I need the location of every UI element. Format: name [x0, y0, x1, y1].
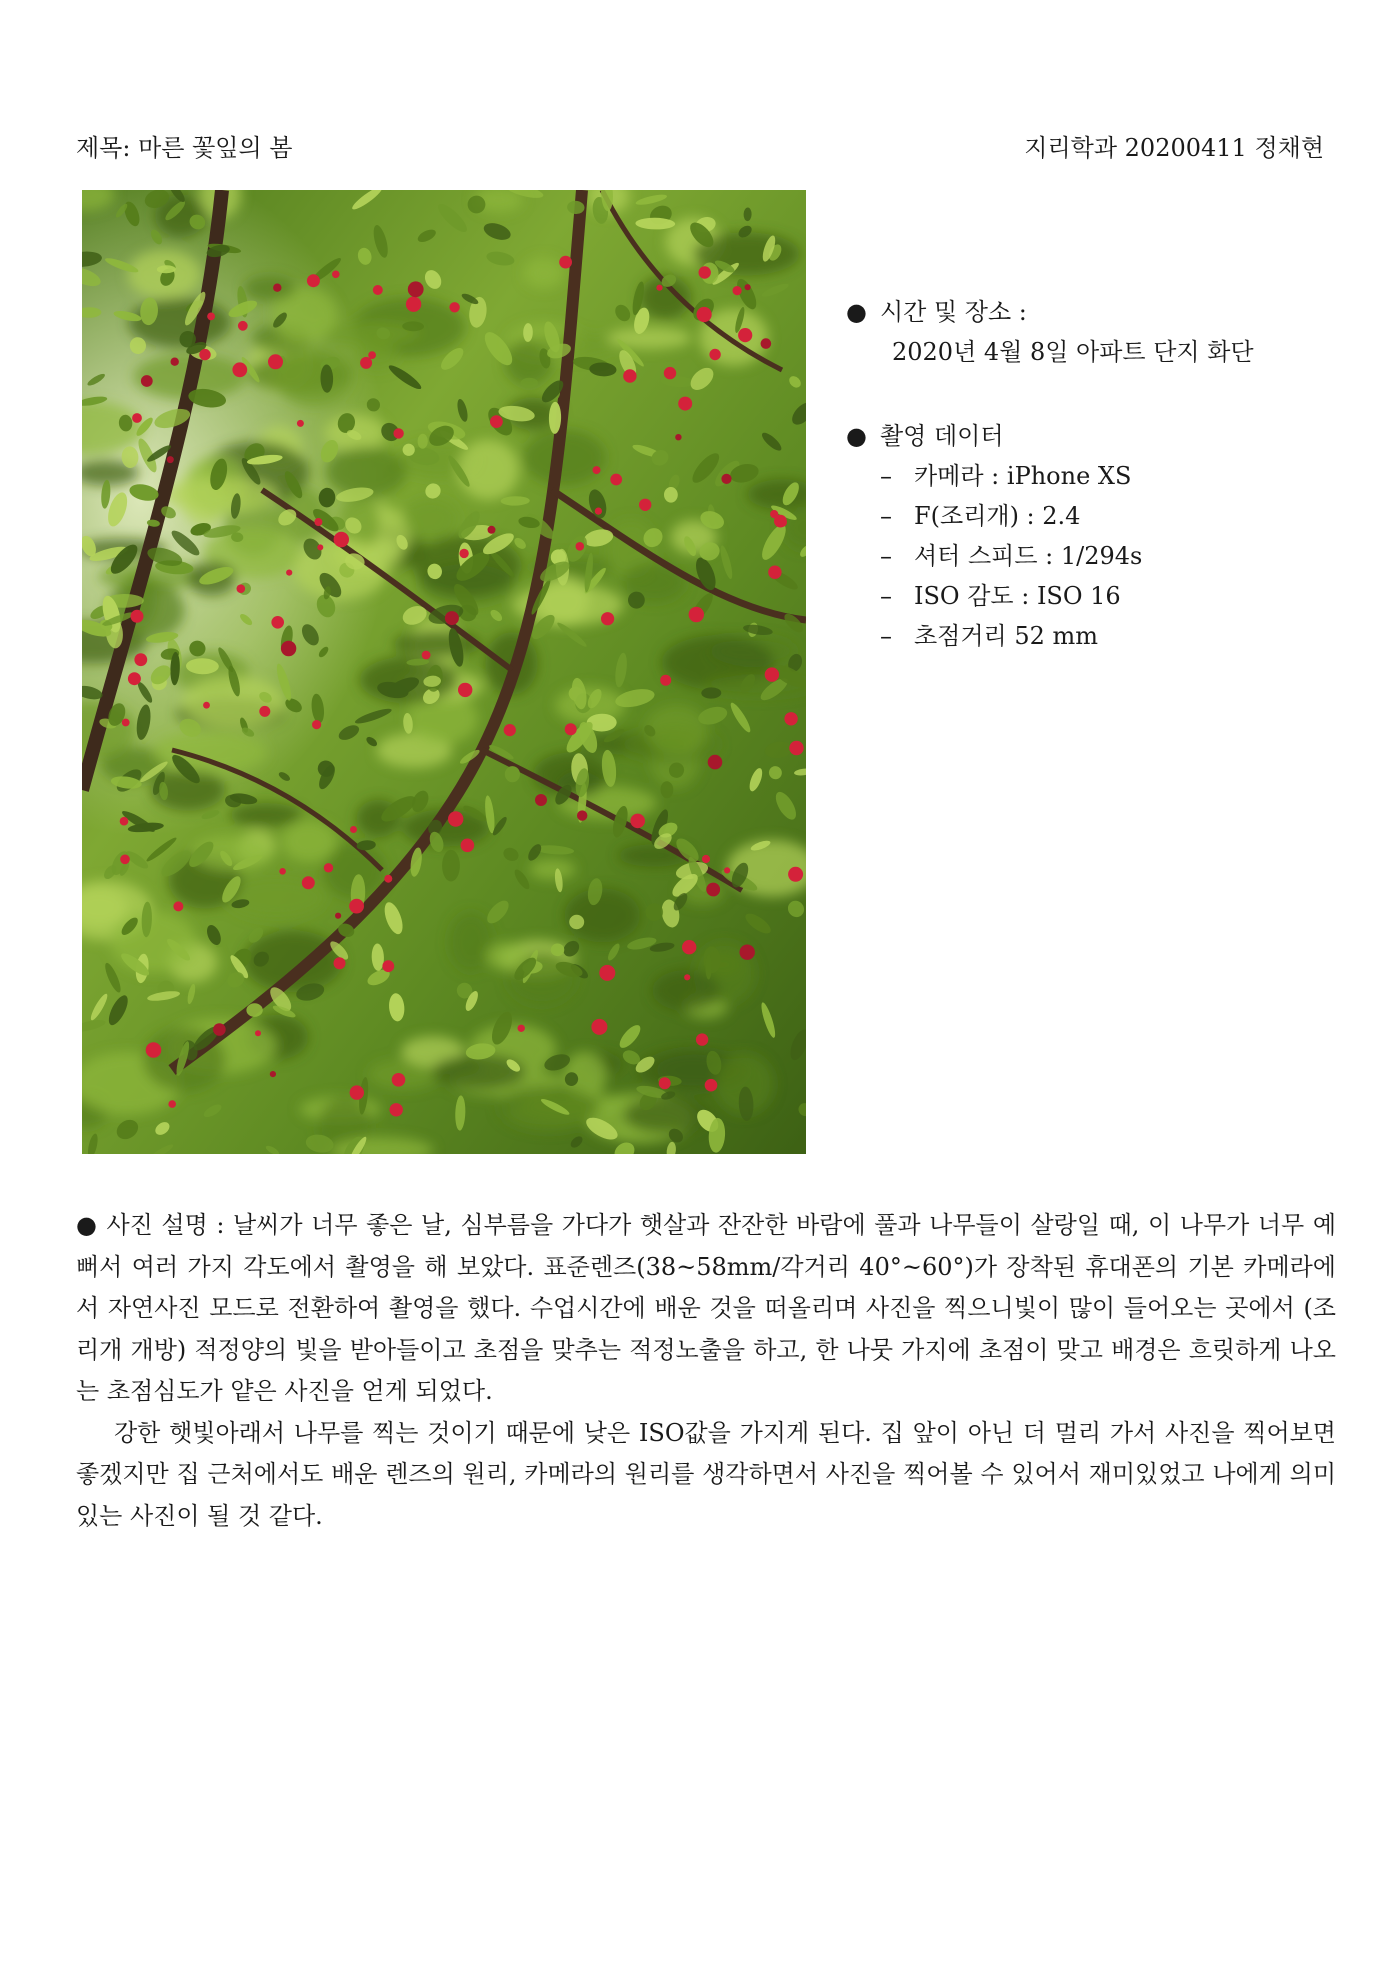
blossom	[789, 741, 803, 755]
blossom	[373, 285, 383, 295]
document-title: 제목: 마른 꽃잎의 봄	[76, 134, 293, 162]
blossom	[591, 1019, 607, 1035]
blossom	[271, 616, 284, 629]
blossom	[659, 1077, 671, 1089]
blossom	[199, 349, 210, 360]
time-place-section	[846, 292, 1336, 372]
shooting-data-section	[846, 416, 1336, 656]
blossom	[577, 810, 587, 820]
blossom	[595, 508, 602, 515]
blossom	[167, 456, 174, 463]
shooting-data-item: – F(조리개) : 2.4	[880, 502, 1081, 530]
blossom	[128, 672, 141, 685]
blossom	[332, 271, 340, 279]
blossom	[518, 1025, 525, 1032]
blurred-leaf	[403, 498, 459, 540]
blossom	[390, 1103, 403, 1116]
blossom	[724, 867, 730, 873]
blossom	[350, 826, 357, 833]
blossom	[168, 1100, 176, 1108]
blossom	[488, 526, 496, 534]
blossom	[131, 610, 144, 623]
blossom	[630, 814, 645, 829]
blossom	[678, 397, 692, 411]
blossom	[382, 960, 394, 972]
blossom	[699, 266, 711, 278]
blurred-leaf	[153, 731, 266, 773]
blossom	[490, 415, 503, 428]
blossom	[449, 302, 459, 312]
blossom	[706, 883, 720, 897]
blossom	[173, 901, 183, 911]
blossom	[708, 755, 723, 770]
blossom	[384, 875, 392, 883]
photo-description	[76, 1205, 1336, 1537]
blossom	[307, 274, 320, 287]
description-paragraph: 강한 햇빛아래서 나무를 찍는 것이기 때문에 낮은 ISO값을 가지게 된다. 집 앞이 아닌 더 멀리 가서 사진을 찍어보면 좋겠지만 집 근처에서도 배운 렌즈의 원리, 카메라의 원리를 생각하면서 사진을 찍어볼 수 있어서 재미있었고 나에게 의미 있는 사진이 될 것 같다.	[76, 1418, 1336, 1530]
blossom	[565, 723, 577, 735]
blossom	[422, 651, 431, 660]
blossom	[334, 532, 349, 547]
blossom	[682, 940, 696, 954]
blossom	[408, 281, 424, 297]
bullet-icon: ●	[846, 298, 867, 326]
blossom	[270, 1071, 276, 1077]
blossom	[784, 712, 797, 725]
blossom	[279, 868, 286, 875]
blossom	[705, 1079, 718, 1092]
blossom	[656, 285, 662, 291]
blossom	[286, 570, 292, 576]
photo-illustration	[82, 190, 806, 1154]
time-place-value: 2020년 4월 8일 아파트 단지 화단	[892, 338, 1254, 366]
blurred-leaf	[623, 1097, 708, 1134]
blurred-leaf	[110, 911, 196, 973]
blossom	[406, 297, 421, 312]
blossom	[122, 719, 130, 727]
blossom	[203, 702, 210, 709]
description-paragraph: ● 사진 설명 : 날씨가 너무 좋은 날, 심부름을 가다가 햇살과 잔잔한 바람에 풀과 나무들이 살랑일 때, 이 나무가 너무 예뻐서 여러 가지 각도에서 촬영을 해 보았다. 표준렌즈(38~58mm/각거리 40°~60°)가 장착된 휴대폰의 기본 카메라에서 자연사진 모드로 전환하여 촬영을 했다. 수업시간에 배운 것을 떠올리며 사진을 찍으니빛이 많이 들어오는 곳에서 (조리개 개방) 적정양의 빛을 받아들이고 초점을 맞추는 적정노출을 하고, 한 나뭇 가지에 초점이 맞고 배경은 흐릿하게 나오는 초점심도가 얕은 사진을 얻게 되었다.	[76, 1211, 1336, 1405]
blossom	[273, 284, 281, 292]
blossom	[779, 519, 787, 527]
blossom	[761, 338, 772, 349]
shooting-data-list	[846, 456, 1336, 656]
blossom	[721, 474, 731, 484]
blossom	[623, 369, 636, 382]
blossom	[660, 675, 671, 686]
blossom	[232, 362, 247, 377]
blossom	[350, 1085, 364, 1099]
blossom	[334, 957, 346, 969]
time-place-label: 시간 및 장소 :	[880, 298, 1027, 326]
blossom	[599, 965, 615, 981]
blossom	[281, 641, 296, 656]
author-info: 지리학과 20200411 정채현	[1024, 134, 1324, 162]
blossom	[675, 434, 681, 440]
blurred-leaf	[449, 912, 494, 972]
blossom	[684, 974, 690, 980]
blossom	[317, 544, 323, 550]
blossom	[207, 313, 215, 321]
shooting-data-item: – 셔터 스피드 : 1/294s	[880, 542, 1143, 570]
blossom	[297, 420, 304, 427]
blossom	[689, 607, 704, 622]
blossom	[393, 428, 403, 438]
blossom	[610, 474, 622, 486]
blossom	[146, 1042, 162, 1058]
blossom	[171, 358, 179, 366]
blossom	[238, 321, 248, 331]
blossom	[697, 307, 712, 322]
blurred-leaf	[244, 276, 296, 301]
blossom	[392, 1073, 406, 1087]
blossom	[768, 566, 781, 579]
blossom	[559, 256, 572, 269]
blossom	[314, 518, 322, 526]
blossom	[601, 612, 614, 625]
blossom	[268, 354, 283, 369]
leaf	[442, 850, 460, 882]
blossom	[141, 375, 153, 387]
blossom	[639, 499, 651, 511]
blossom	[788, 867, 803, 882]
blossom	[445, 611, 459, 625]
blossom	[740, 945, 755, 960]
blossom	[709, 349, 720, 360]
blossom	[368, 351, 376, 359]
blossom	[696, 1033, 708, 1045]
blossom	[738, 328, 752, 342]
blossom	[593, 466, 601, 474]
blossom	[312, 720, 321, 729]
leaf	[705, 954, 711, 979]
blurred-leaf	[498, 1085, 599, 1131]
blossom	[302, 876, 315, 889]
shooting-data-item: – ISO 감도 : ISO 16	[880, 582, 1121, 610]
blossom	[213, 1023, 226, 1036]
blossom	[349, 899, 364, 914]
blurred-leaf	[529, 859, 575, 879]
blossom	[448, 811, 463, 826]
blossom	[745, 284, 751, 290]
blossom	[535, 794, 547, 806]
blossom	[458, 683, 472, 697]
shooting-data-label: 촬영 데이터	[880, 422, 1004, 450]
blossom	[255, 1030, 261, 1036]
blossom	[733, 286, 742, 295]
blossom	[576, 542, 585, 551]
blossom	[324, 863, 333, 872]
blossom	[120, 855, 130, 865]
blurred-leaf	[275, 347, 351, 407]
blurred-leaf	[524, 258, 565, 289]
blossom	[765, 667, 779, 681]
blossom	[120, 817, 129, 826]
blossom	[461, 839, 475, 853]
blossom	[132, 413, 142, 423]
blossom	[664, 367, 676, 379]
blossom	[134, 653, 147, 666]
blossom	[702, 855, 710, 863]
blurred-leaf	[230, 803, 302, 827]
bullet-icon: ●	[846, 422, 867, 450]
shooting-data-item: – 초점거리 52 mm	[880, 622, 1099, 650]
blossom	[459, 549, 468, 558]
document-header	[76, 128, 1324, 168]
blossom	[335, 913, 341, 919]
blossom	[770, 510, 778, 518]
flower-tree-photo	[82, 190, 806, 1154]
blossom	[360, 357, 372, 369]
photo-info-panel	[846, 292, 1336, 700]
shooting-data-item: – 카메라 : iPhone XS	[880, 462, 1132, 490]
blossom	[237, 584, 246, 593]
blossom	[504, 724, 516, 736]
blossom	[259, 706, 270, 717]
